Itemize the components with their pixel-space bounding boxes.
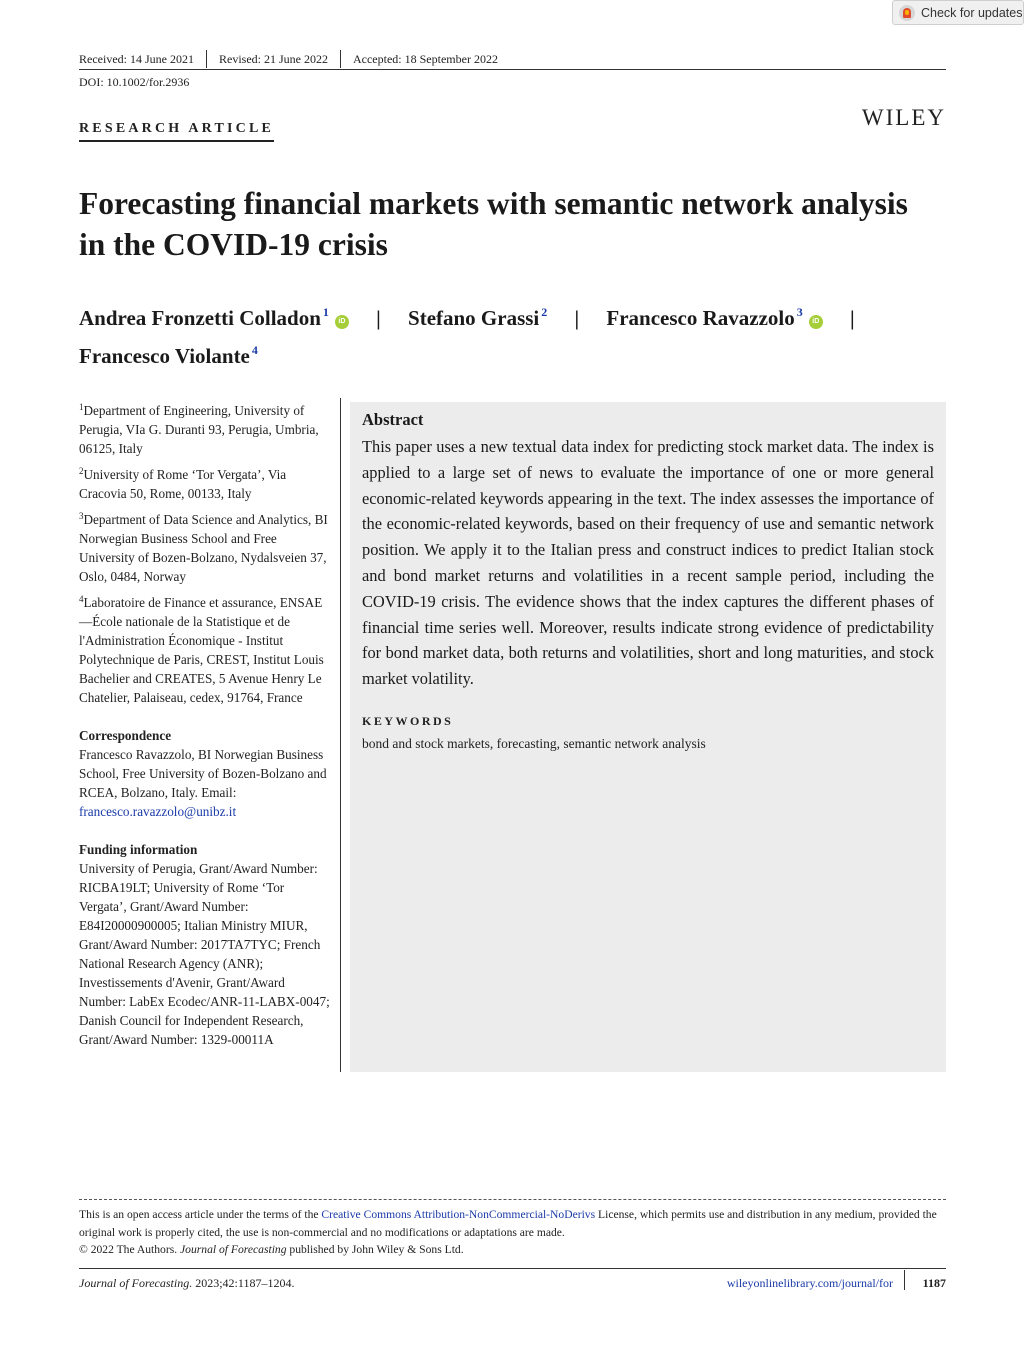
citation-details: 2023;42:1187–1204. [192, 1276, 295, 1290]
author-1[interactable] [79, 306, 329, 330]
journal-name: Journal of Forecasting. [79, 1276, 193, 1290]
received-date: Received: 14 June 2021 [79, 50, 207, 68]
funding-text: University of Perugia, Grant/Award Number: RICBA19LT; University of Rome ‘Tor Vergata’, Grant/Award Number: E84I20000900005; Italian Ministry MIUR, Grant/Award Number: 2017TA7TYC; French National Research Agency (ANR); Investissements d'Avenir, Grant/Award Number: LabEx Ecodec/ANR-11-LABX-0047; Danish Council for Independent Research, Grant/Award Number: 1329-00011A [79, 861, 330, 1047]
doi: DOI: 10.1002/for.2936 [79, 75, 190, 89]
affiliation [79, 398, 331, 458]
column-divider [340, 398, 341, 1072]
copyright-journal: Journal of Forecasting [180, 1243, 287, 1256]
email-label: Email: [201, 785, 237, 800]
footer-divider [79, 1268, 946, 1269]
abstract-heading: Abstract [362, 410, 424, 429]
correspondence-text [79, 745, 331, 821]
affiliation-number: 3 [79, 511, 84, 521]
license-statement [79, 1206, 946, 1259]
publisher-logo: WILEY [861, 105, 946, 130]
journal-url-link[interactable]: wileyonlinelibrary.com/journal/for [726, 1276, 893, 1290]
author-separator: | [376, 306, 381, 330]
author-affiliation-ref: 2 [541, 305, 548, 319]
author-list [79, 296, 939, 372]
front-matter-sidebar [79, 398, 331, 1049]
author-separator: | [574, 306, 580, 330]
orcid-icon[interactable]: iD [335, 315, 349, 329]
author-separator: | [850, 306, 855, 330]
author-affiliation-ref: 1 [322, 305, 329, 319]
footnote-divider [79, 1199, 946, 1200]
check-updates-icon [899, 5, 915, 21]
affiliation [79, 462, 331, 503]
article-type: RESEARCH ARTICLE [79, 121, 274, 142]
correspondence-address: Francesco Ravazzolo, BI Norwegian Business School, Free University of Bozen-Bolzano and RCEA, Bolzano, Italy. [79, 747, 327, 800]
author-affiliation-ref: 4 [251, 343, 258, 357]
license-link[interactable]: Creative Commons Attribution-NonCommercial-NoDerivs [321, 1208, 596, 1221]
correspondence-heading: Correspondence [79, 728, 172, 743]
author-4[interactable] [79, 344, 258, 368]
email-link[interactable]: francesco.ravazzolo@unibz.it [79, 804, 237, 819]
license-text: License, which permits use and distribution in any medium, provided the original work is properly cited, the use is non-commercial and no modifications or adaptations are made. [79, 1208, 937, 1239]
funding-heading: Funding information [79, 842, 198, 857]
abstract-text: This paper uses a new textual data index for predicting stock market data. The index is applied to a large set of news to evaluate the importance of one or more general economic-related keywords appearing in the text. The index assesses the importance of the economic-related keywords, based on their frequency of use and semantic network position. We apply it to the Italian press and construct indices to predict Italian stock and bond market returns and volatilities in a recent sample period, including the COVID-19 crisis. The evidence shows that the index captures the different phases of financial time series well. Moreover, results indicate strong evidence of predictability for bond market data, both returns and volatilities, short and long maturities, and stock market volatility. [362, 437, 934, 689]
author-name: Francesco Ravazzolo [606, 306, 795, 330]
keywords-text: bond and stock markets, forecasting, semantic network analysis [362, 735, 706, 751]
author-affiliation-ref: 3 [796, 305, 803, 319]
affiliation-number: 4 [79, 594, 84, 604]
copyright-text: published by John Wiley & Sons Ltd. [286, 1243, 464, 1256]
affiliation-text: Department of Engineering, University of Perugia, VIa G. Duranti 93, Perugia, Umbria, 06125, Italy [79, 403, 319, 456]
copyright-text: © 2022 The Authors. [79, 1243, 181, 1256]
check-for-updates-button[interactable] [892, 0, 1024, 25]
header-divider [79, 69, 946, 70]
affiliation-text: Department of Data Science and Analytics, BI Norwegian Business School and Free University of Bozen-Bolzano, Nydalsveien 37, Oslo, 0484, Norway [79, 512, 328, 584]
affiliation-text: Laboratoire de Finance et assurance, ENSAE—École nationale de la Statistique et de l'Administration Économique - Institut Polytechnique de Paris, CREST, Institut Louis Bachelier and CREATES, 5 Avenue Henry Le Chatelier, Palaiseau, cedex, 91764, France [79, 595, 324, 705]
author-3[interactable] [606, 306, 802, 330]
journal-citation [79, 1276, 294, 1291]
revised-date: Revised: 21 June 2022 [219, 50, 341, 68]
orcid-icon[interactable]: iD [809, 315, 823, 329]
page-number-divider [904, 1270, 905, 1290]
article-dates [79, 50, 522, 68]
page-number: 1187 [922, 1276, 946, 1290]
affiliation-text: University of Rome ‘Tor Vergata’, Via Cracovia 50, Rome, 00133, Italy [79, 467, 287, 501]
author-name: Francesco Violante [79, 344, 250, 368]
author-name: Stefano Grassi [408, 306, 540, 330]
affiliation [79, 590, 331, 707]
author-2[interactable] [408, 306, 547, 330]
accepted-date: Accepted: 18 September 2022 [352, 52, 498, 66]
article-title: Forecasting financial markets with semantic network analysis in the COVID-19 crisis [79, 186, 908, 262]
check-updates-label: Check for updates [921, 5, 1023, 20]
affiliation-number: 2 [79, 466, 84, 476]
keywords-heading: KEYWORDS [362, 713, 454, 728]
author-name: Andrea Fronzetti Colladon [79, 306, 321, 330]
abstract-panel [350, 402, 946, 1072]
affiliation-number: 1 [79, 402, 84, 412]
license-text: This is an open access article under the terms of the [79, 1208, 322, 1221]
affiliation [79, 507, 331, 586]
